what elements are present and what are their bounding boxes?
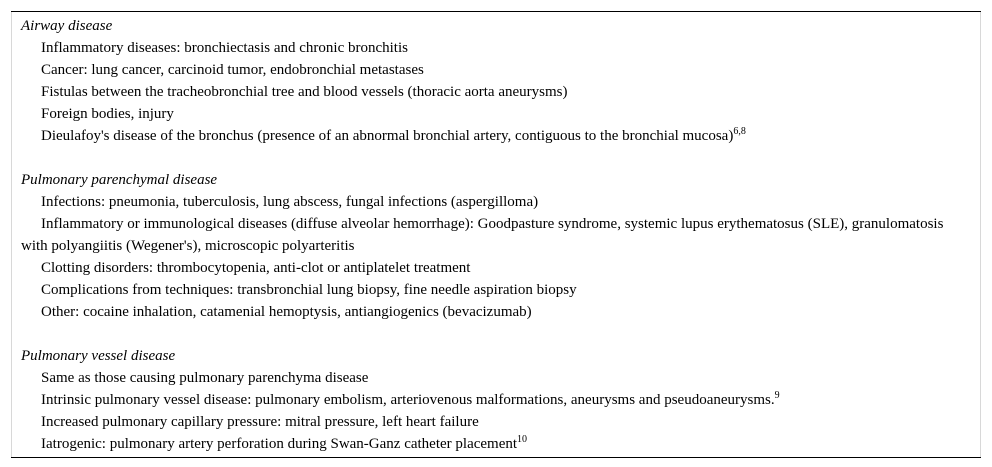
reference-superscript: 9 <box>774 390 780 401</box>
list-item <box>21 37 971 59</box>
item-text: Intrinsic pulmonary vessel disease: pulmonary embolism, arteriovenous malformations, aneurysms and pseudoaneurysms. <box>41 392 775 408</box>
list-item <box>21 213 971 257</box>
list-item <box>21 125 971 147</box>
item-text: Infections: pneumonia, tuberculosis, lung abscess, fungal infections (aspergilloma) <box>41 194 539 210</box>
section-title-pulmonary-vessel-disease: Pulmonary vessel disease <box>21 348 176 364</box>
section-spacer <box>21 147 971 169</box>
item-text: Complications from techniques: transbronchial lung biopsy, fine needle aspiration biopsy <box>41 282 577 298</box>
item-text: Cancer: lung cancer, carcinoid tumor, endobronchial metastases <box>41 62 424 78</box>
item-text: Dieulafoy's disease of the bronchus (presence of an abnormal bronchial artery, contiguous to the bronchial mucosa) <box>41 128 734 144</box>
list-item <box>21 411 971 433</box>
list-item <box>21 367 971 389</box>
list-item <box>21 59 971 81</box>
section-title-pulmonary-parenchymal-disease: Pulmonary parenchymal disease <box>21 172 218 188</box>
item-text: Fistulas between the tracheobronchial tree and blood vessels (thoracic aorta aneurysms) <box>41 84 568 100</box>
list-item <box>21 191 971 213</box>
item-text: Same as those causing pulmonary parenchyma disease <box>41 370 369 386</box>
list-item <box>21 389 971 411</box>
list-item <box>21 257 971 279</box>
list-item <box>21 103 971 125</box>
item-text: Increased pulmonary capillary pressure: mitral pressure, left heart failure <box>41 414 479 430</box>
reference-superscript: 10 <box>517 434 528 445</box>
section-title-airway-disease: Airway disease <box>21 18 113 34</box>
hemoptysis-causes-table <box>11 11 981 458</box>
item-text: Iatrogenic: pulmonary artery perforation during Swan-Ganz catheter placement <box>41 436 518 452</box>
item-text: Other: cocaine inhalation, catamenial hemoptysis, antiangiogenics (bevacizumab) <box>41 304 532 320</box>
list-item <box>21 301 971 323</box>
table-cell <box>11 12 981 457</box>
section-spacer <box>21 323 971 345</box>
item-text: Foreign bodies, injury <box>41 106 174 122</box>
item-text: Clotting disorders: thrombocytopenia, anti-clot or antiplatelet treatment <box>41 260 471 276</box>
list-item <box>21 433 971 455</box>
list-item <box>21 81 971 103</box>
item-text: Inflammatory diseases: bronchiectasis and chronic bronchitis <box>41 40 408 56</box>
reference-superscript: 6,8 <box>733 126 746 137</box>
item-text: Inflammatory or immunological diseases (diffuse alveolar hemorrhage): Goodpasture syndrome, systemic lupus erythematosus (SLE), granulomatosis with polyangiitis (Wegener's), microscopic polyarteritis <box>21 216 944 254</box>
list-item <box>21 279 971 301</box>
